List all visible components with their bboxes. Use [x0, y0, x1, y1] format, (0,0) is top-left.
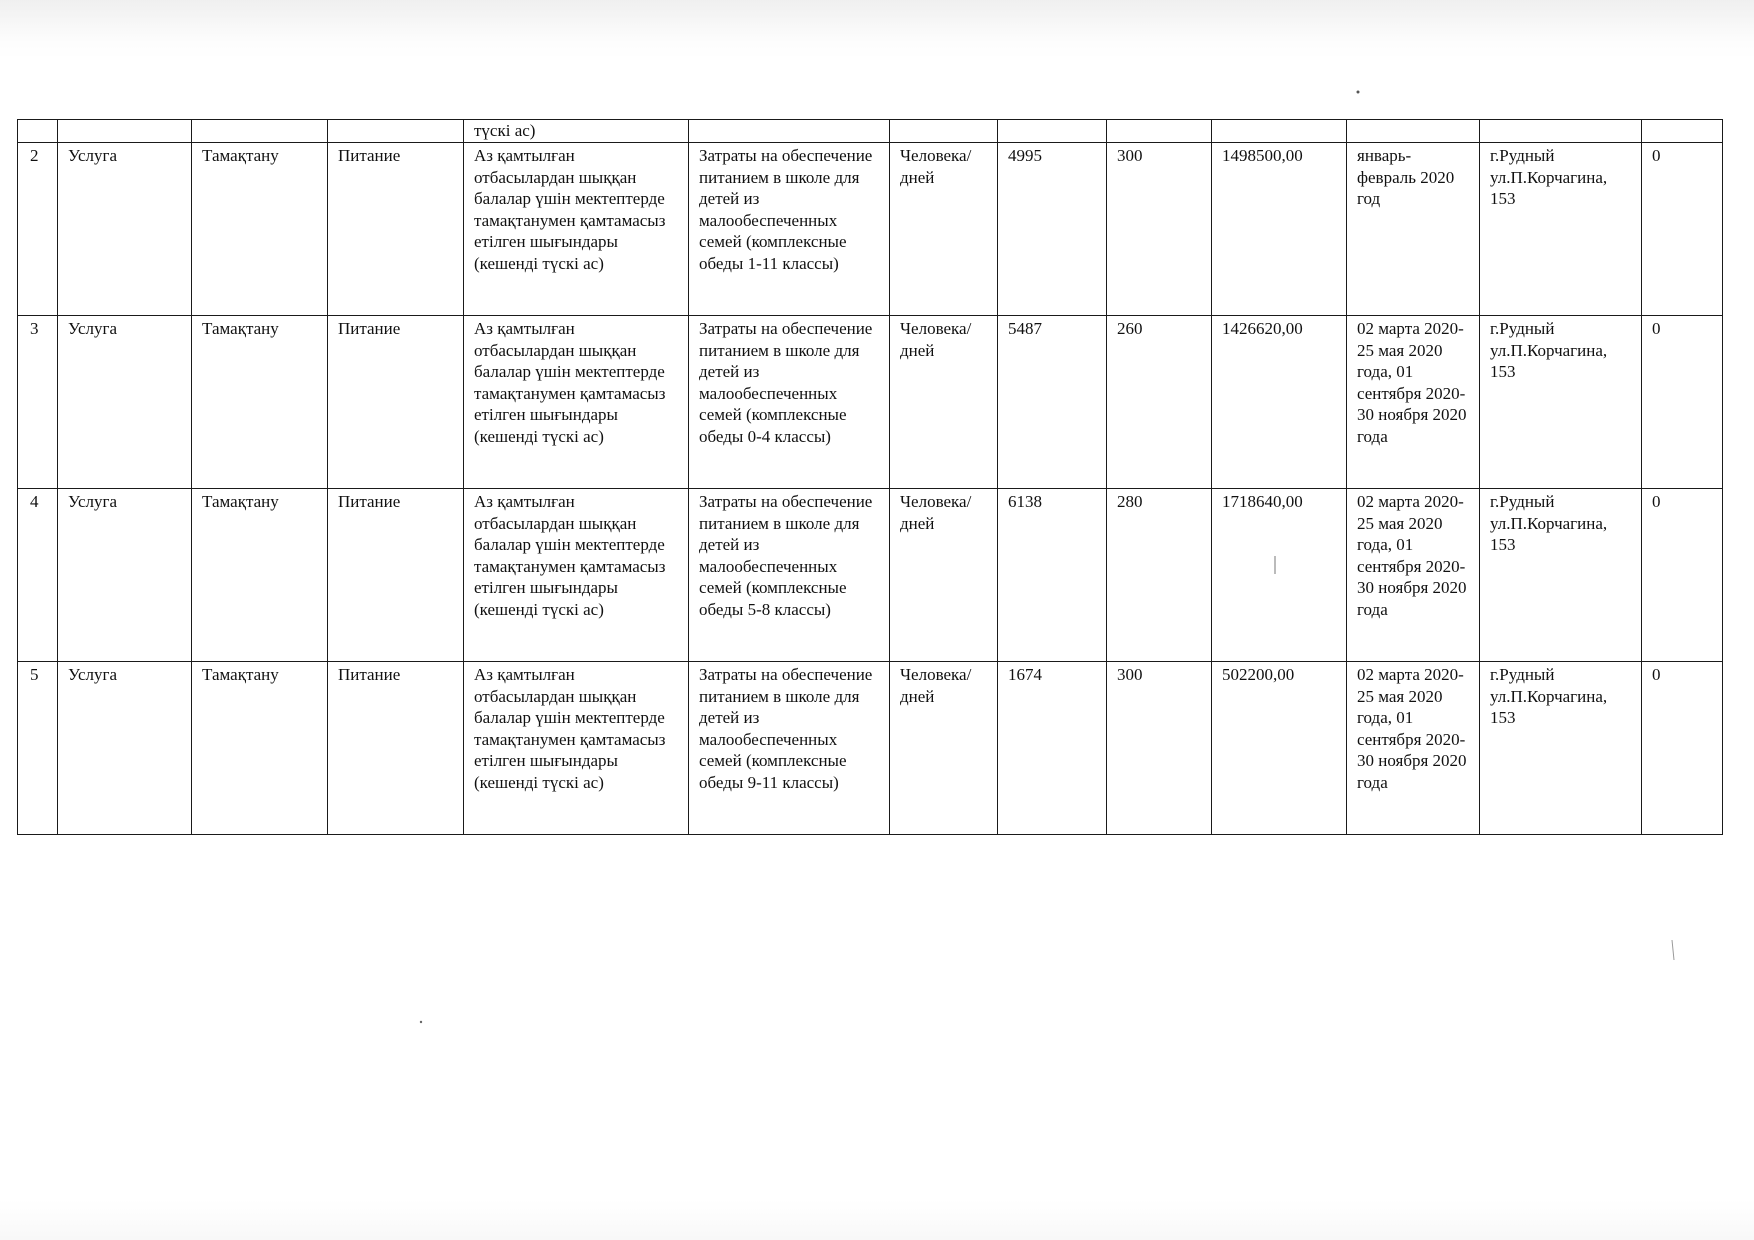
- cell-period: 02 марта 2020-25 мая 2020 года, 01 сентября 2020-30 ноября 2020 года: [1347, 489, 1480, 662]
- cell-qty: 4995: [998, 143, 1107, 316]
- cell-place: г.Рудный ул.П.Корчагина, 153: [1480, 316, 1642, 489]
- cell-name-kz-short: [192, 120, 328, 143]
- table-row-continuation: [18, 120, 1723, 143]
- table-row: [18, 489, 1723, 662]
- cell-name-kz-short: Тамақтану: [192, 143, 328, 316]
- cell-prepay: 0: [1642, 316, 1723, 489]
- cell-name-ru-full: Затраты на обеспечение питанием в школе для детей из малообеспеченных семей (комплексные обеды 0-4 классы): [689, 316, 890, 489]
- cell-unit: [890, 120, 998, 143]
- cell-qty: 6138: [998, 489, 1107, 662]
- cell-unit: Человека/ дней: [890, 662, 998, 835]
- cell-prepay: 0: [1642, 143, 1723, 316]
- cell-place: г.Рудный ул.П.Корчагина, 153: [1480, 143, 1642, 316]
- cell-name-kz-full: түскі ас): [464, 120, 689, 143]
- cell-num: [18, 120, 58, 143]
- cell-period: 02 марта 2020-25 мая 2020 года, 01 сентября 2020-30 ноября 2020 года: [1347, 662, 1480, 835]
- cell-price: 300: [1107, 662, 1212, 835]
- cell-name-kz-short: Тамақтану: [192, 489, 328, 662]
- cell-name-ru-full: Затраты на обеспечение питанием в школе для детей из малообеспеченных семей (комплексные обеды 5-8 классы): [689, 489, 890, 662]
- cell-name-ru-short: Питание: [328, 489, 464, 662]
- cell-name-kz-full: Аз қамтылған отбасылардан шыққан балалар үшін мектептерде тамақтанумен қамтамасыз етілген шығындары (кешенді түскі ас): [464, 489, 689, 662]
- scan-shadow: [0, 0, 1754, 60]
- cell-unit: Человека/ дней: [890, 316, 998, 489]
- cell-qty: 5487: [998, 316, 1107, 489]
- cell-period: январь-февраль 2020 год: [1347, 143, 1480, 316]
- cell-type: [58, 120, 192, 143]
- cell-place: г.Рудный ул.П.Корчагина, 153: [1480, 489, 1642, 662]
- cell-type: Услуга: [58, 143, 192, 316]
- cell-name-kz-full: Аз қамтылған отбасылардан шыққан балалар үшін мектептерде тамақтанумен қамтамасыз етілген шығындары (кешенді түскі ас): [464, 662, 689, 835]
- cell-price: 280: [1107, 489, 1212, 662]
- cell-sum: 502200,00: [1212, 662, 1347, 835]
- cell-name-ru-full: Затраты на обеспечение питанием в школе для детей из малообеспеченных семей (комплексные обеды 9-11 классы): [689, 662, 890, 835]
- cell-price: 260: [1107, 316, 1212, 489]
- cell-type: Услуга: [58, 662, 192, 835]
- cell-sum: [1212, 120, 1347, 143]
- cell-unit: Человека/ дней: [890, 143, 998, 316]
- cell-place: [1480, 120, 1642, 143]
- cell-num: 4: [18, 489, 58, 662]
- cell-name-ru-short: Питание: [328, 662, 464, 835]
- cell-sum: 1718640,00: [1212, 489, 1347, 662]
- cell-name-ru-short: Питание: [328, 143, 464, 316]
- cell-sum: 1426620,00: [1212, 316, 1347, 489]
- cell-name-kz-short: Тамақтану: [192, 662, 328, 835]
- cell-num: 5: [18, 662, 58, 835]
- cell-prepay: [1642, 120, 1723, 143]
- cell-name-kz-full: Аз қамтылған отбасылардан шыққан балалар үшін мектептерде тамақтанумен қамтамасыз етілген шығындары (кешенді түскі ас): [464, 143, 689, 316]
- cell-num: 2: [18, 143, 58, 316]
- cell-prepay: 0: [1642, 662, 1723, 835]
- cell-qty: 1674: [998, 662, 1107, 835]
- cell-name-kz-full: Аз қамтылған отбасылардан шыққан балалар үшін мектептерде тамақтанумен қамтамасыз етілген шығындары (кешенді түскі ас): [464, 316, 689, 489]
- cell-price: 300: [1107, 143, 1212, 316]
- cell-num: 3: [18, 316, 58, 489]
- cell-name-ru-short: [328, 120, 464, 143]
- cell-period: 02 марта 2020-25 мая 2020 года, 01 сентября 2020-30 ноября 2020 года: [1347, 316, 1480, 489]
- cell-place: г.Рудный ул.П.Корчагина, 153: [1480, 662, 1642, 835]
- cell-name-ru-short: Питание: [328, 316, 464, 489]
- cell-sum: 1498500,00: [1212, 143, 1347, 316]
- cell-name-ru-full: [689, 120, 890, 143]
- cell-price: [1107, 120, 1212, 143]
- cell-period: [1347, 120, 1480, 143]
- cell-name-ru-full: Затраты на обеспечение питанием в школе для детей из малообеспеченных семей (комплексные обеды 1-11 классы): [689, 143, 890, 316]
- cell-type: Услуга: [58, 316, 192, 489]
- cell-name-kz-short: Тамақтану: [192, 316, 328, 489]
- cell-qty: [998, 120, 1107, 143]
- table-row: [18, 662, 1723, 835]
- procurement-table: [17, 119, 1723, 835]
- cell-type: Услуга: [58, 489, 192, 662]
- cell-prepay: 0: [1642, 489, 1723, 662]
- table-row: [18, 143, 1723, 316]
- cell-unit: Человека/ дней: [890, 489, 998, 662]
- table-row: [18, 316, 1723, 489]
